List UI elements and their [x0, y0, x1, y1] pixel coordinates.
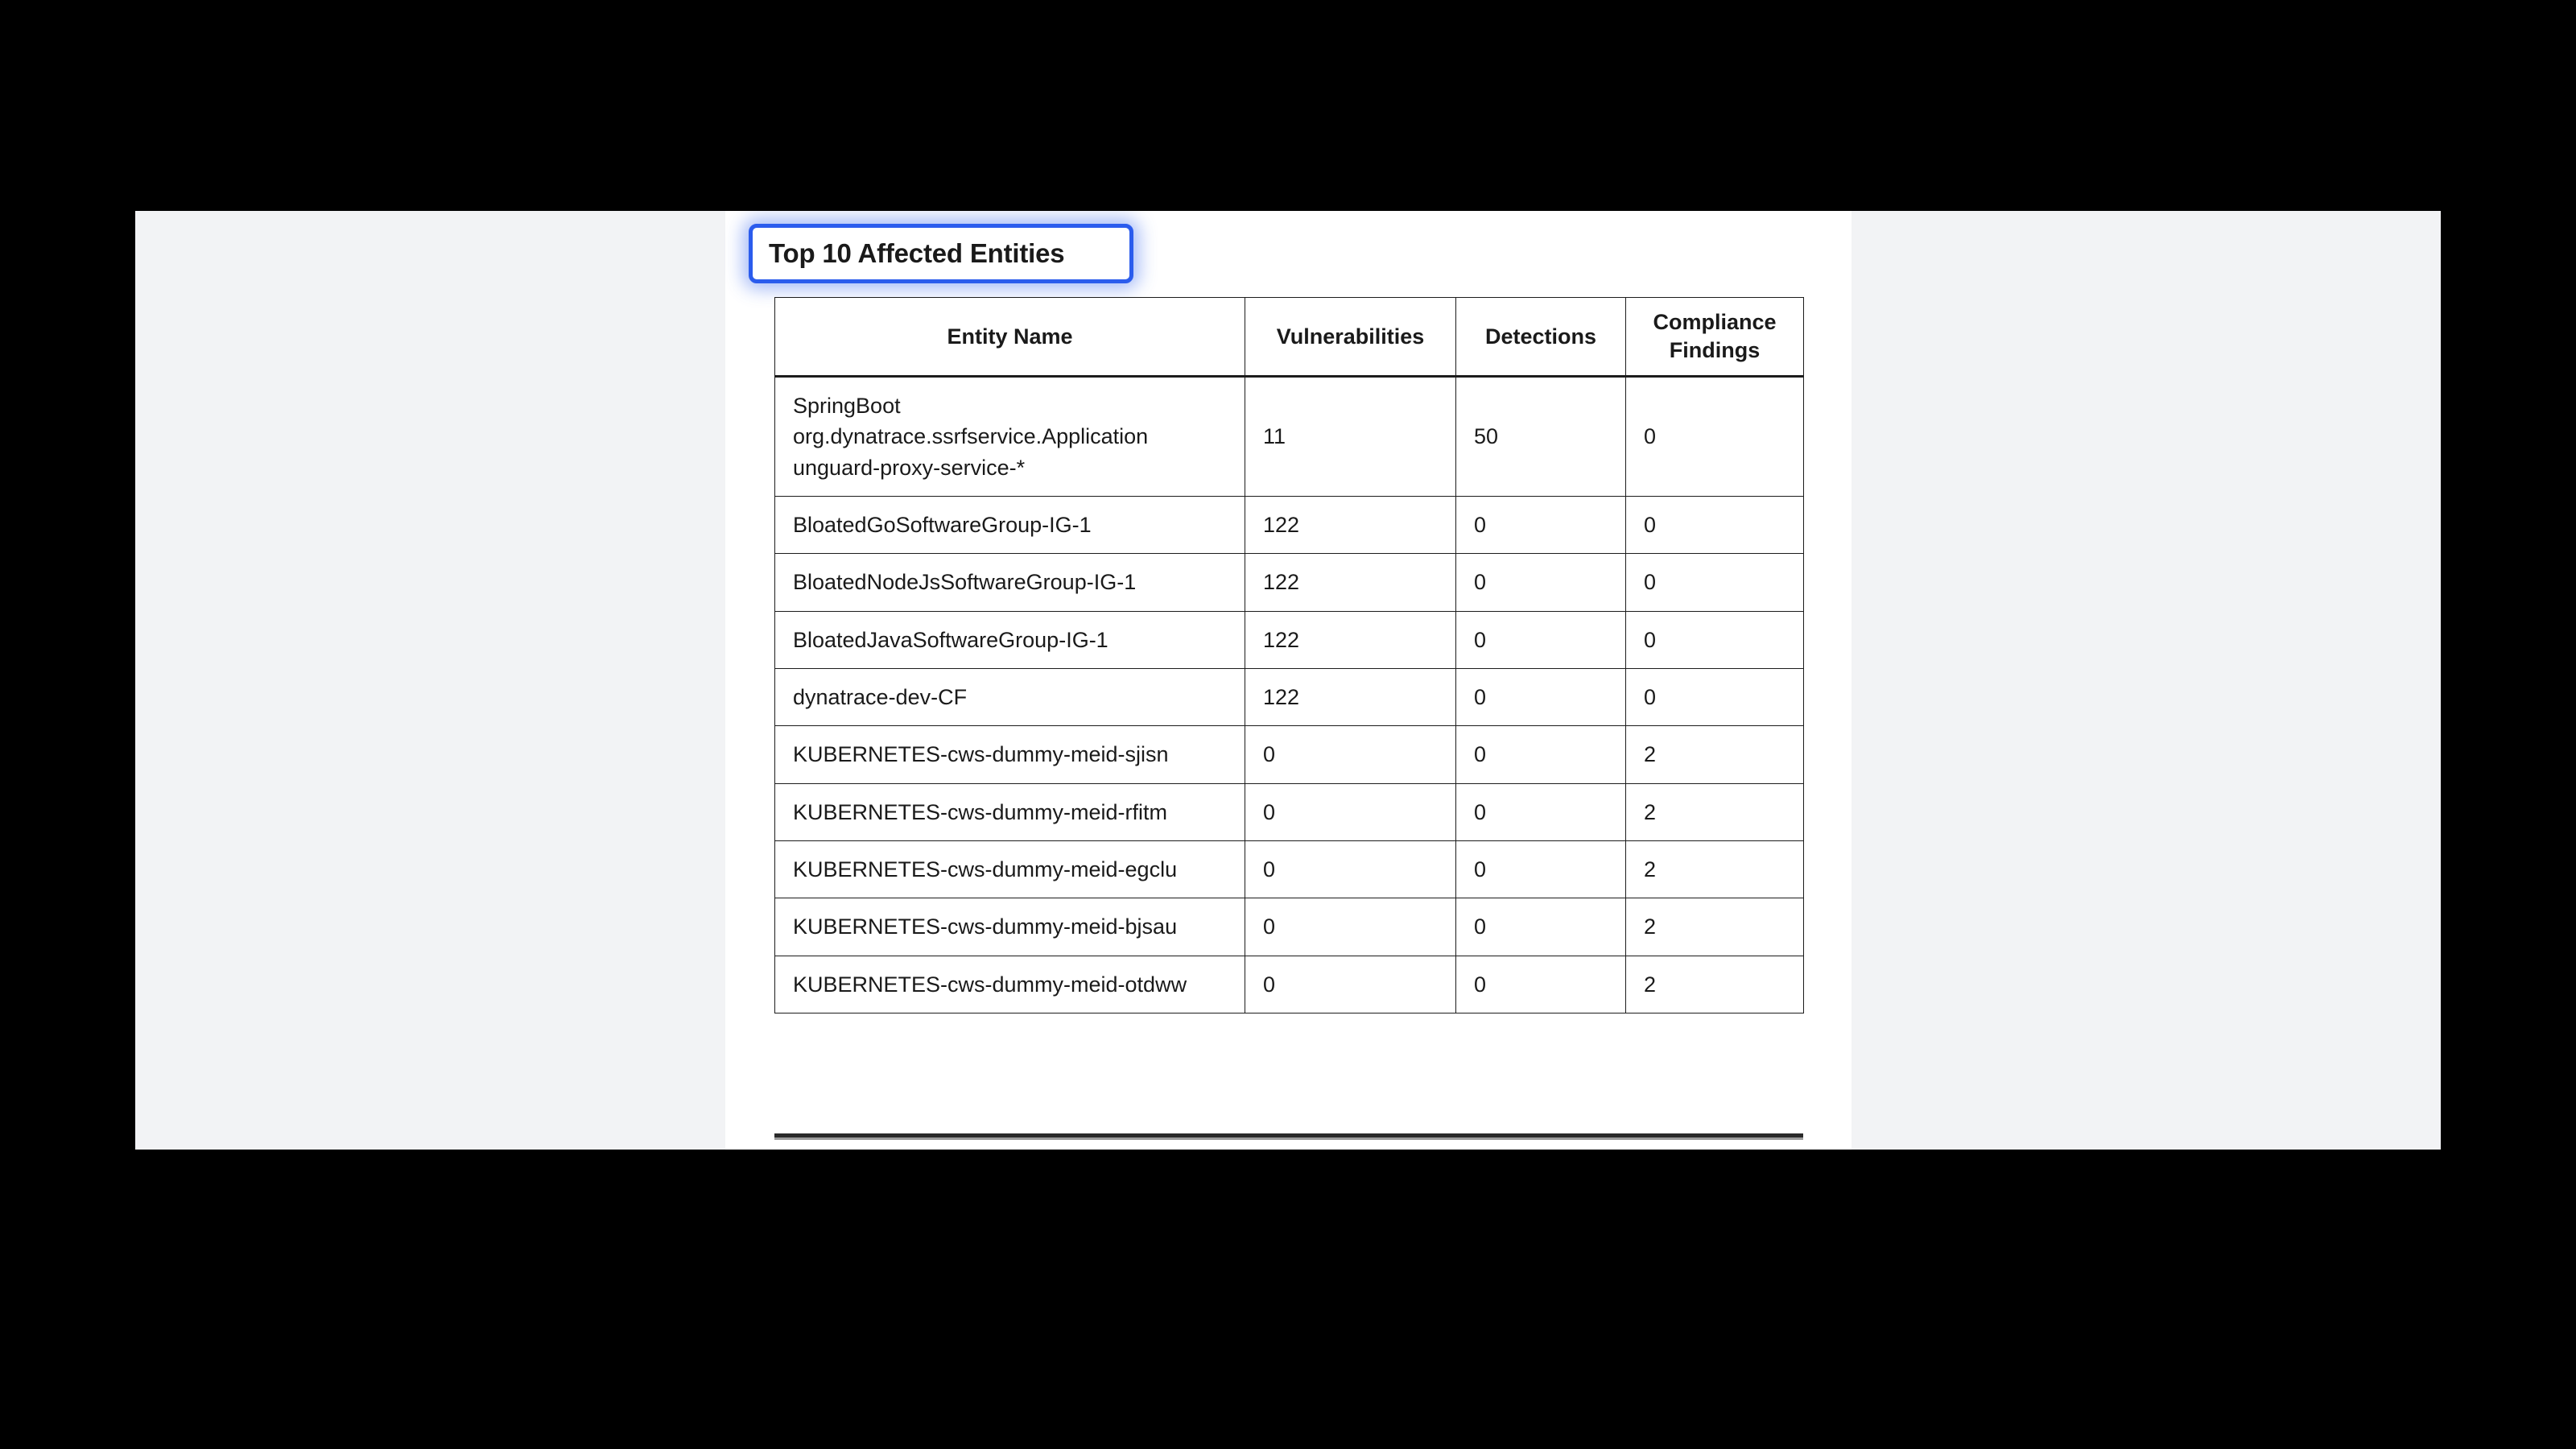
- cell-compliance-findings: 0: [1626, 611, 1804, 668]
- table-row[interactable]: [775, 668, 1804, 725]
- cell-compliance-findings: 0: [1626, 496, 1804, 553]
- table-row[interactable]: [775, 956, 1804, 1013]
- cell-entity-name: KUBERNETES-cws-dummy-meid-egclu: [775, 840, 1245, 898]
- cell-entity-name: KUBERNETES-cws-dummy-meid-otdww: [775, 956, 1245, 1013]
- cell-entity-name: KUBERNETES-cws-dummy-meid-sjisn: [775, 726, 1245, 783]
- cell-detections: 0: [1456, 668, 1626, 725]
- cell-entity-name: BloatedNodeJsSoftwareGroup-IG-1: [775, 554, 1245, 611]
- cell-compliance-findings: 2: [1626, 783, 1804, 840]
- report-document-panel: [725, 211, 1852, 1150]
- cell-vulnerabilities: 0: [1245, 726, 1456, 783]
- table-row[interactable]: [775, 554, 1804, 611]
- cell-detections: 0: [1456, 611, 1626, 668]
- column-header-vulnerabilities[interactable]: Vulnerabilities: [1245, 298, 1456, 377]
- cell-compliance-findings: 2: [1626, 726, 1804, 783]
- cell-detections: 0: [1456, 554, 1626, 611]
- cell-entity-name: BloatedGoSoftwareGroup-IG-1: [775, 496, 1245, 553]
- cell-compliance-findings: 2: [1626, 898, 1804, 956]
- cell-entity-name: dynatrace-dev-CF: [775, 668, 1245, 725]
- cell-vulnerabilities: 122: [1245, 668, 1456, 725]
- cell-vulnerabilities: 0: [1245, 840, 1456, 898]
- cell-compliance-findings: 0: [1626, 668, 1804, 725]
- cell-compliance-findings: 0: [1626, 377, 1804, 497]
- cell-detections: 0: [1456, 726, 1626, 783]
- cell-detections: 0: [1456, 956, 1626, 1013]
- column-header-entity-name[interactable]: Entity Name: [775, 298, 1245, 377]
- table-row[interactable]: [775, 840, 1804, 898]
- table-row[interactable]: [775, 496, 1804, 553]
- cell-vulnerabilities: 122: [1245, 554, 1456, 611]
- cell-compliance-findings: 2: [1626, 956, 1804, 1013]
- cell-vulnerabilities: 122: [1245, 611, 1456, 668]
- cell-detections: 0: [1456, 840, 1626, 898]
- cell-detections: 0: [1456, 496, 1626, 553]
- cell-entity-name: BloatedJavaSoftwareGroup-IG-1: [775, 611, 1245, 668]
- affected-entities-table: [774, 297, 1804, 1013]
- cell-vulnerabilities: 122: [1245, 496, 1456, 553]
- cell-vulnerabilities: 0: [1245, 898, 1456, 956]
- table-row[interactable]: [775, 783, 1804, 840]
- cell-entity-name: KUBERNETES-cws-dummy-meid-rfitm: [775, 783, 1245, 840]
- cell-vulnerabilities: 0: [1245, 783, 1456, 840]
- cell-detections: 0: [1456, 898, 1626, 956]
- cell-compliance-findings: 2: [1626, 840, 1804, 898]
- table-header: [775, 298, 1804, 377]
- browser-viewport: [135, 211, 2441, 1150]
- cell-vulnerabilities: 11: [1245, 377, 1456, 497]
- table-body: [775, 377, 1804, 1013]
- cell-vulnerabilities: 0: [1245, 956, 1456, 1013]
- cell-detections: 0: [1456, 783, 1626, 840]
- table-row[interactable]: [775, 726, 1804, 783]
- table-row[interactable]: [775, 377, 1804, 497]
- table-header-row: [775, 298, 1804, 377]
- page-title: Top 10 Affected Entities: [769, 238, 1065, 268]
- table-row[interactable]: [775, 898, 1804, 956]
- section-title-focus-box[interactable]: [749, 224, 1133, 283]
- cell-compliance-findings: 0: [1626, 554, 1804, 611]
- next-section-divider: [774, 1133, 1803, 1140]
- cell-detections: 50: [1456, 377, 1626, 497]
- cell-entity-name: SpringBoot org.dynatrace.ssrfservice.Application unguard-proxy-service-*: [775, 377, 1245, 497]
- column-header-compliance-findings[interactable]: Compliance Findings: [1626, 298, 1804, 377]
- cell-entity-name: KUBERNETES-cws-dummy-meid-bjsau: [775, 898, 1245, 956]
- table-row[interactable]: [775, 611, 1804, 668]
- column-header-detections[interactable]: Detections: [1456, 298, 1626, 377]
